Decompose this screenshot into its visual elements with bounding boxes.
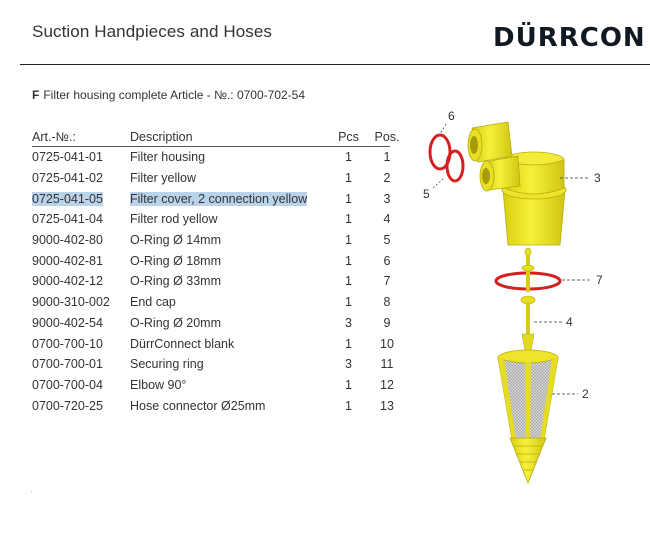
art-no-cell-text: 9000-402-12	[32, 274, 103, 289]
description-cell	[130, 188, 330, 209]
filter-cover-part	[468, 122, 566, 245]
article-title: Filter housing complete Article - №.: 0700-702-54	[43, 88, 306, 102]
art-no-cell	[32, 292, 130, 313]
description-cell-text: Filter housing	[130, 150, 206, 165]
art-no-cell-text: 0700-700-04	[32, 377, 103, 392]
pcs-cell-text: 1	[345, 274, 352, 289]
description-cell	[130, 230, 330, 251]
pos-cell-text: 1	[383, 150, 391, 165]
callout-2: 2	[582, 387, 589, 401]
table-row[interactable]	[32, 147, 407, 168]
description-cell-text: Hose connector Ø25mm	[130, 398, 266, 413]
art-no-cell	[32, 333, 130, 354]
art-no-cell-text: 0725-041-01	[32, 150, 103, 165]
pcs-cell-text: 1	[345, 191, 352, 206]
pcs-cell	[330, 147, 367, 168]
description-cell	[130, 292, 330, 313]
art-no-cell	[32, 168, 130, 189]
art-no-cell-text: 0725-041-04	[32, 212, 103, 227]
pos-cell-text: 10	[380, 336, 394, 351]
art-no-cell	[32, 313, 130, 334]
pos-cell-text: 5	[383, 233, 391, 248]
description-cell-text: Filter yellow	[130, 171, 196, 186]
pcs-cell	[330, 188, 367, 209]
description-cell-text: Filter rod yellow	[130, 212, 218, 227]
pcs-cell	[330, 209, 367, 230]
pcs-cell	[330, 313, 367, 334]
art-no-cell	[32, 147, 130, 168]
pcs-cell	[330, 271, 367, 292]
art-no-cell-text: 9000-402-81	[32, 253, 103, 268]
description-cell-text: O-Ring Ø 14mm	[130, 233, 221, 248]
description-cell	[130, 313, 330, 334]
pcs-cell	[330, 395, 367, 416]
header-divider	[20, 64, 650, 65]
pos-cell-text: 13	[380, 398, 394, 413]
pcs-cell	[330, 168, 367, 189]
pos-cell-text: 7	[383, 274, 391, 289]
table-row[interactable]	[32, 375, 407, 396]
pcs-cell	[330, 230, 367, 251]
description-cell-text: O-Ring Ø 33mm	[130, 274, 221, 289]
pcs-cell-text: 3	[345, 357, 352, 372]
brand-logo	[493, 22, 650, 54]
art-no-cell-text: 0700-720-25	[32, 398, 103, 413]
pos-cell-text: 2	[383, 171, 391, 186]
column-header-description: Description	[130, 130, 193, 144]
callout-7: 7	[596, 273, 603, 287]
pcs-cell-text: 1	[345, 398, 352, 413]
table-header-divider	[32, 146, 390, 147]
column-header-pcs: Pcs	[338, 130, 359, 144]
callout-5: 5	[423, 187, 430, 201]
table-row[interactable]	[32, 292, 407, 313]
pcs-cell	[330, 354, 367, 375]
article-subtitle	[32, 88, 305, 102]
art-no-cell	[32, 375, 130, 396]
pos-cell-text: 12	[380, 377, 394, 392]
description-cell	[130, 147, 330, 168]
logo-text: DÜRRCON	[493, 23, 646, 53]
pos-cell-text: 3	[383, 191, 391, 206]
table-row[interactable]	[32, 395, 407, 416]
description-cell-text: Securing ring	[130, 357, 204, 372]
parts-table	[32, 127, 407, 416]
table-row[interactable]	[32, 168, 407, 189]
pcs-cell	[330, 292, 367, 313]
pcs-cell-text: 1	[345, 295, 352, 310]
pcs-cell-text: 1	[345, 233, 352, 248]
description-cell	[130, 395, 330, 416]
art-no-cell	[32, 271, 130, 292]
table-body	[32, 147, 407, 416]
description-cell-text: O-Ring Ø 20mm	[130, 315, 221, 330]
art-no-cell-text: 9000-402-80	[32, 233, 103, 248]
description-cell-text: O-Ring Ø 18mm	[130, 253, 221, 268]
table-row[interactable]	[32, 271, 407, 292]
description-cell-text: DürrConnect blank	[130, 336, 235, 351]
art-no-cell-text: 0725-041-02	[32, 171, 103, 186]
table-row[interactable]	[32, 188, 407, 209]
description-cell	[130, 168, 330, 189]
description-cell	[130, 250, 330, 271]
description-cell-text: Elbow 90°	[130, 377, 187, 392]
pcs-cell	[330, 333, 367, 354]
pos-cell-text: 9	[383, 315, 391, 330]
description-cell-text: Filter cover, 2 connection yellow	[130, 191, 308, 206]
column-header-pos: Pos.	[374, 130, 400, 144]
art-no-cell	[32, 209, 130, 230]
table-row[interactable]	[32, 209, 407, 230]
page-title: Suction Handpieces and Hoses	[32, 22, 273, 41]
art-no-cell-text: 9000-402-54	[32, 315, 103, 330]
description-cell	[130, 271, 330, 292]
art-no-cell-text: 0700-700-10	[32, 336, 103, 351]
pcs-cell-text: 1	[345, 150, 352, 165]
table-header-row	[32, 127, 407, 147]
table-row[interactable]	[32, 354, 407, 375]
pcs-cell-text: 1	[345, 336, 352, 351]
pcs-cell-text: 1	[345, 171, 352, 186]
callout-4: 4	[566, 315, 573, 329]
table-row[interactable]	[32, 333, 407, 354]
description-cell	[130, 209, 330, 230]
filter-rod-part	[521, 248, 535, 354]
stray-dot	[31, 491, 32, 492]
art-no-cell-text: 0700-700-01	[32, 357, 103, 372]
art-no-cell	[32, 230, 130, 251]
section-letter: F	[32, 88, 40, 102]
exploded-drawing	[400, 100, 650, 500]
pcs-cell	[330, 250, 367, 271]
pcs-cell-text: 3	[345, 315, 352, 330]
pcs-cell	[330, 375, 367, 396]
art-no-cell	[32, 395, 130, 416]
description-cell-text: End cap	[130, 295, 176, 310]
pos-cell-text: 11	[380, 357, 394, 372]
art-no-cell	[32, 250, 130, 271]
pcs-cell-text: 1	[345, 212, 352, 227]
o-ring-5	[447, 151, 463, 181]
callout-3: 3	[594, 171, 601, 185]
art-no-cell-text: 9000-310-002	[32, 295, 110, 310]
table-row[interactable]	[32, 313, 407, 334]
description-cell	[130, 354, 330, 375]
description-cell	[130, 375, 330, 396]
pos-cell-text: 4	[383, 212, 391, 227]
callout-6: 6	[448, 109, 455, 123]
pos-cell-text: 8	[383, 295, 391, 310]
filter-housing-part	[498, 350, 558, 483]
pcs-cell-text: 1	[345, 377, 352, 392]
pos-cell-text: 6	[383, 253, 391, 268]
table-row[interactable]	[32, 250, 407, 271]
column-header-art-no: Art.-№.:	[32, 130, 76, 144]
description-cell	[130, 333, 330, 354]
art-no-cell-text: 0725-041-05	[32, 191, 103, 206]
pcs-cell-text: 1	[345, 253, 352, 268]
table-row[interactable]	[32, 230, 407, 251]
art-no-cell	[32, 188, 130, 209]
art-no-cell	[32, 354, 130, 375]
